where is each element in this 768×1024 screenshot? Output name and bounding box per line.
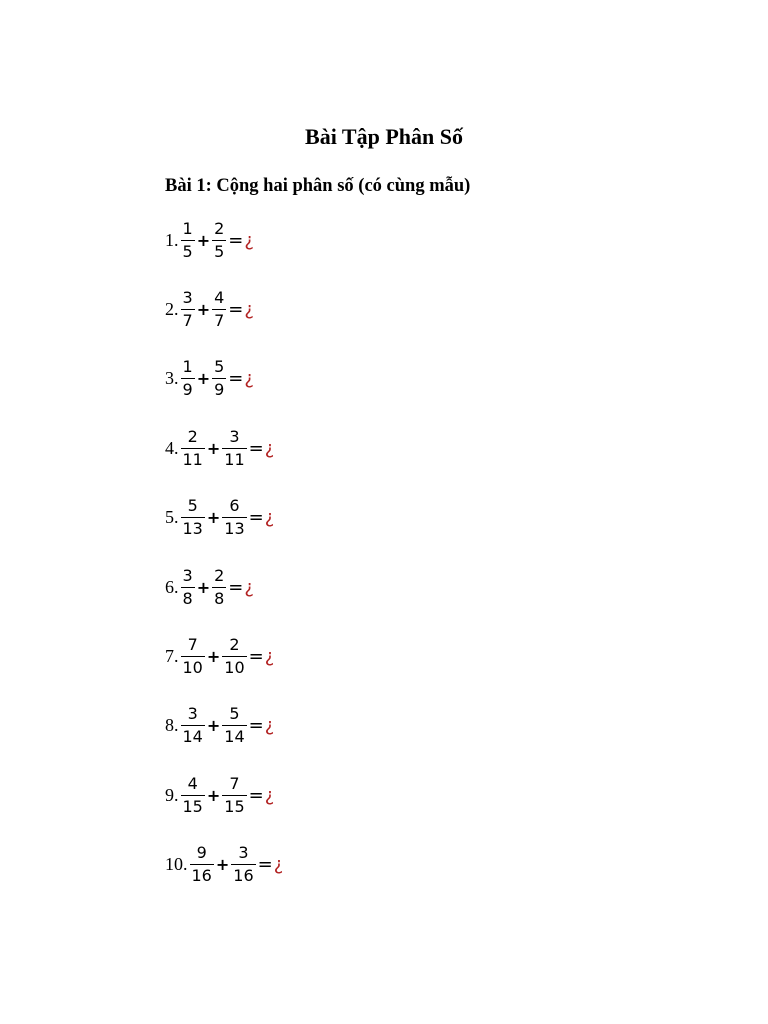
denominator: 15 [182,796,203,816]
denominator: 16 [233,866,254,886]
plus-sign: + [196,230,211,250]
equals-sign: = [228,229,244,251]
fraction-b [212,356,226,401]
fraction-a [181,703,205,748]
denominator: 15 [224,796,245,816]
plus-sign: + [206,785,221,805]
numerator: 7 [187,634,198,654]
answer-placeholder: ¿ [244,368,254,390]
fraction-b [222,773,246,818]
problem-number: 6. [165,576,179,597]
problem-item [165,215,254,265]
fraction-b [212,218,226,263]
equals-sign: = [248,784,264,806]
fraction-b [222,703,246,748]
plus-sign: + [196,299,211,319]
plus-sign: + [215,855,230,875]
numerator: 2 [229,634,240,654]
answer-placeholder: ¿ [264,645,275,667]
equals-sign: = [228,368,244,390]
numerator: 3 [182,565,193,585]
equals-sign: = [228,298,244,320]
denominator: 11 [224,449,245,469]
fraction-b [222,426,246,471]
answer-placeholder: ¿ [264,784,275,806]
problem-number: 4. [165,437,179,458]
numerator: 3 [229,426,240,446]
numerator: 3 [182,287,193,307]
numerator: 1 [182,357,193,377]
answer-placeholder: ¿ [244,229,254,251]
fraction-a [181,495,205,540]
numerator: 5 [187,496,198,516]
equals-sign: = [248,507,264,529]
numerator: 4 [214,287,225,307]
problem-number: 3. [165,368,179,389]
problem-item [165,493,274,543]
fraction-a [181,426,205,471]
numerator: 2 [214,565,225,585]
fraction-b [222,634,246,679]
plus-sign: + [196,577,211,597]
denominator: 9 [214,380,225,400]
problem-item [165,701,274,751]
denominator: 9 [182,380,193,400]
answer-placeholder: ¿ [264,507,275,529]
answer-placeholder: ¿ [273,854,284,876]
fraction-a [181,287,195,332]
numerator: 2 [214,218,225,238]
numerator: 9 [196,843,207,863]
denominator: 13 [182,519,203,539]
equals-sign: = [248,715,264,737]
equals-sign: = [248,437,264,459]
fraction-b [231,842,255,887]
numerator: 7 [229,773,240,793]
problem-number: 9. [165,784,179,805]
denominator: 10 [224,657,245,677]
fraction-b [212,565,226,610]
answer-placeholder: ¿ [264,437,275,459]
fraction-a [190,842,214,887]
problem-number: 7. [165,645,179,666]
fraction-b [212,287,226,332]
problem-item [165,354,254,404]
problem-item [165,423,274,473]
denominator: 14 [224,727,245,747]
problem-item [165,770,274,820]
denominator: 16 [191,866,212,886]
numerator: 2 [187,426,198,446]
fraction-a [181,218,195,263]
numerator: 4 [187,773,198,793]
denominator: 7 [182,310,193,330]
numerator: 3 [238,843,249,863]
numerator: 5 [229,704,240,724]
fraction-a [181,634,205,679]
denominator: 5 [182,241,193,261]
denominator: 7 [214,310,225,330]
denominator: 8 [214,588,225,608]
problem-number: 10. [165,854,188,875]
fraction-b [222,495,246,540]
problem-item [165,631,274,681]
plus-sign: + [206,508,221,528]
fraction-a [181,356,195,401]
denominator: 11 [182,449,203,469]
problem-item [165,840,283,890]
equals-sign: = [248,645,264,667]
plus-sign: + [206,438,221,458]
plus-sign: + [206,716,221,736]
problem-number: 8. [165,715,179,736]
problem-number: 1. [165,229,179,250]
section-heading: Bài 1: Cộng hai phân số (có cùng mẫu) [165,176,471,196]
numerator: 3 [187,704,198,724]
denominator: 5 [214,241,225,261]
answer-placeholder: ¿ [244,576,254,598]
fraction-a [181,773,205,818]
problem-item [165,562,254,612]
problem-number: 5. [165,507,179,528]
plus-sign: + [196,369,211,389]
numerator: 1 [182,218,193,238]
answer-placeholder: ¿ [264,715,275,737]
problem-item [165,284,254,334]
numerator: 5 [214,357,225,377]
answer-placeholder: ¿ [244,298,254,320]
numerator: 6 [229,496,240,516]
denominator: 14 [182,727,203,747]
plus-sign: + [206,646,221,666]
denominator: 10 [182,657,203,677]
problem-number: 2. [165,298,179,319]
denominator: 8 [182,588,193,608]
page-title: Bài Tập Phân Số [305,124,463,149]
equals-sign: = [228,576,244,598]
equals-sign: = [257,854,273,876]
denominator: 13 [224,519,245,539]
fraction-a [181,565,195,610]
